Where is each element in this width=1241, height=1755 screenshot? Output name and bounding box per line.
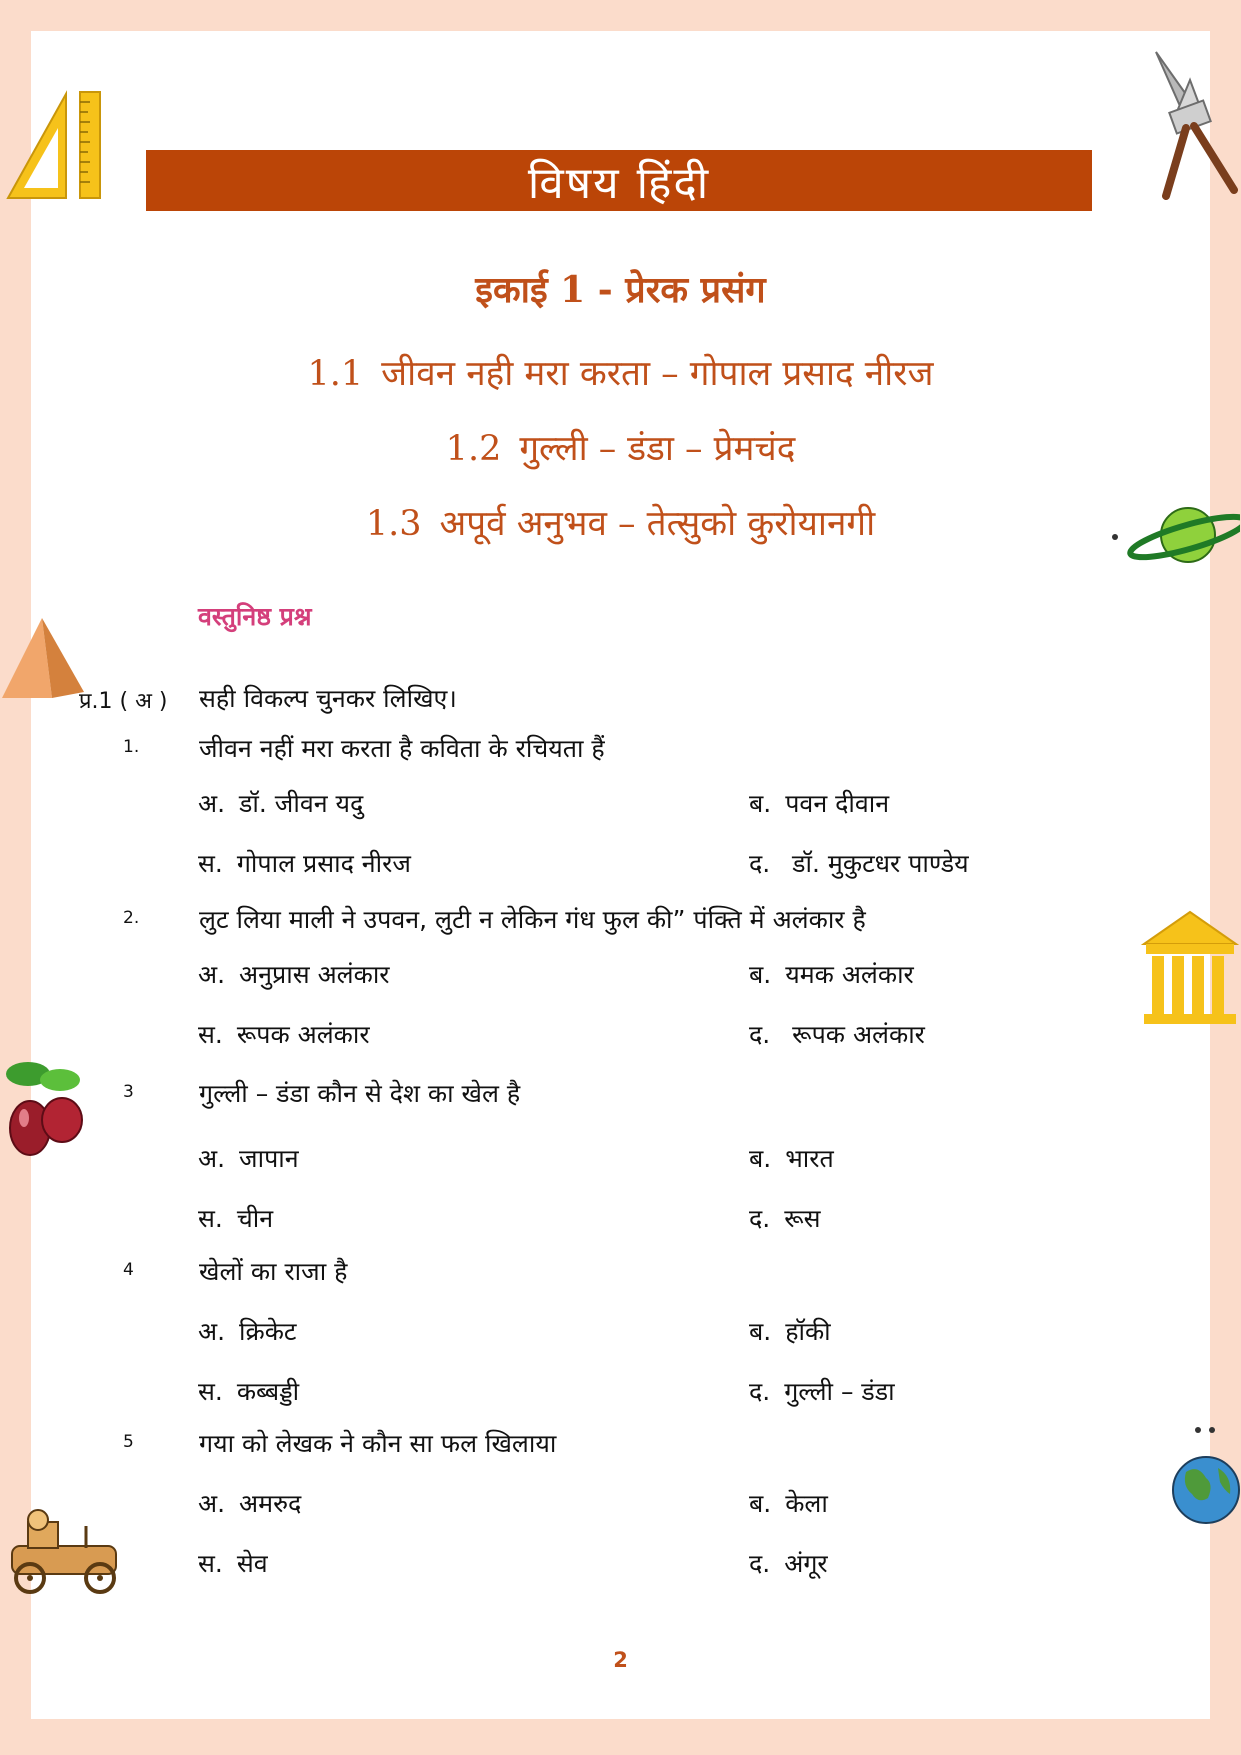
option-letter: ब.: [749, 1489, 772, 1518]
option-text: यमक अलंकार: [785, 960, 914, 989]
option-d: [749, 1017, 925, 1051]
lesson-name: जीवन नही मरा करता – गोपाल प्रसाद नीरज: [381, 354, 934, 394]
option-text: चीन: [236, 1204, 274, 1233]
option-text: जापान: [239, 1144, 299, 1173]
option-text: अमरुद: [239, 1489, 302, 1518]
set-square-ruler-icon: [4, 88, 104, 202]
option-text: भारत: [785, 1144, 834, 1173]
option-b: [749, 1314, 831, 1348]
question-text: लुट लिया माली ने उपवन, लुटी न लेकिन गंध फुल की” पंक्ति में अलंकार है: [199, 905, 866, 934]
page-number: 2: [613, 1648, 628, 1672]
option-letter: ब.: [749, 789, 772, 818]
unit-title: इकाई 1 - प्रेरक प्रसंग: [475, 269, 766, 311]
lesson-name: अपूर्व अनुभव – तेत्सुको कुरोयानगी: [439, 504, 876, 544]
option-letter: अ.: [198, 1144, 226, 1173]
lesson-number: 1.3: [365, 504, 422, 544]
question-number: 2.: [123, 908, 140, 928]
option-letter: अ.: [198, 1317, 226, 1346]
option-d: [749, 846, 969, 880]
option-d: [749, 1546, 828, 1580]
option-b: [749, 786, 889, 820]
greek-temple-icon: [1140, 908, 1240, 1026]
beans-plant-icon: [2, 1058, 86, 1162]
subject-banner: विषय हिंदी: [146, 150, 1092, 211]
option-text: कब्बड्डी: [236, 1377, 300, 1406]
pruning-shears-icon: [1150, 50, 1240, 200]
lesson-title-2: [31, 424, 1210, 471]
option-c: [198, 1017, 370, 1051]
option-a: [198, 1314, 297, 1348]
option-letter: द.: [749, 1549, 771, 1578]
option-letter: स.: [198, 1204, 223, 1233]
option-text: पवन दीवान: [785, 789, 890, 818]
option-d: [749, 1201, 821, 1235]
lesson-title-3: [31, 499, 1210, 546]
option-text: रूपक अलंकार: [784, 1020, 925, 1049]
option-a: [198, 957, 390, 991]
vintage-car-icon: [0, 1506, 126, 1598]
question-number: 4: [123, 1260, 134, 1280]
option-c: [198, 1374, 299, 1408]
option-letter: ब.: [749, 960, 772, 989]
option-letter: द.: [749, 1204, 771, 1233]
option-letter: अ.: [198, 960, 226, 989]
option-c: [198, 1546, 268, 1580]
pyramid-icon: [0, 614, 86, 704]
option-text: डॉ. मुकुटधर पाण्डेय: [784, 849, 969, 878]
option-letter: द.: [749, 1020, 771, 1049]
option-text: अनुप्रास अलंकार: [239, 960, 390, 989]
globe-icon: [1168, 1424, 1240, 1528]
question-number: 1.: [123, 737, 140, 757]
question-text: गया को लेखक ने कौन सा फल खिलाया: [199, 1429, 557, 1458]
option-text: हॉकी: [785, 1317, 831, 1346]
lesson-title-1: [31, 349, 1210, 396]
question-text: गुल्ली – डंडा कौन से देश का खेल है: [199, 1079, 521, 1108]
option-text: गुल्ली – डंडा: [784, 1377, 895, 1406]
question-label: प्र.1 ( अ ): [79, 689, 168, 714]
option-letter: स.: [198, 1377, 223, 1406]
option-letter: स.: [198, 1020, 223, 1049]
option-c: [198, 846, 411, 880]
option-text: गोपाल प्रसाद नीरज: [236, 849, 411, 878]
option-text: रूपक अलंकार: [236, 1020, 370, 1049]
question-number: 3: [123, 1082, 134, 1102]
question-number: 5: [123, 1432, 134, 1452]
option-b: [749, 957, 914, 991]
lesson-number: 1.2: [445, 429, 502, 469]
option-letter: ब.: [749, 1144, 772, 1173]
question-text: जीवन नहीं मरा करता है कविता के रचियता हैं: [199, 734, 605, 763]
option-letter: द.: [749, 1377, 771, 1406]
question-instruction: सही विकल्प चुनकर लिखिए।: [199, 684, 457, 713]
saturn-planet-icon: [1108, 500, 1240, 570]
section-heading: वस्तुनिष्ठ प्रश्न: [198, 602, 312, 631]
option-text: अंगूर: [784, 1549, 828, 1578]
option-c: [198, 1201, 273, 1235]
option-text: रूस: [784, 1204, 821, 1233]
option-a: [198, 1141, 299, 1175]
option-letter: स.: [198, 849, 223, 878]
option-b: [749, 1141, 834, 1175]
option-text: क्रिकेट: [239, 1317, 297, 1346]
option-letter: ब.: [749, 1317, 772, 1346]
option-a: [198, 1486, 301, 1520]
option-text: केला: [785, 1489, 828, 1518]
option-a: [198, 786, 363, 820]
option-text: डॉ. जीवन यदु: [239, 789, 364, 818]
option-letter: द.: [749, 849, 771, 878]
lesson-number: 1.1: [307, 354, 364, 394]
option-b: [749, 1486, 828, 1520]
lesson-name: गुल्ली – डंडा – प्रेमचंद: [519, 429, 796, 469]
option-letter: अ.: [198, 789, 226, 818]
option-letter: अ.: [198, 1489, 226, 1518]
option-letter: स.: [198, 1549, 223, 1578]
option-text: सेव: [236, 1549, 268, 1578]
document-page: [31, 31, 1210, 1719]
option-d: [749, 1374, 895, 1408]
question-text: खेलों का राजा है: [199, 1257, 348, 1286]
